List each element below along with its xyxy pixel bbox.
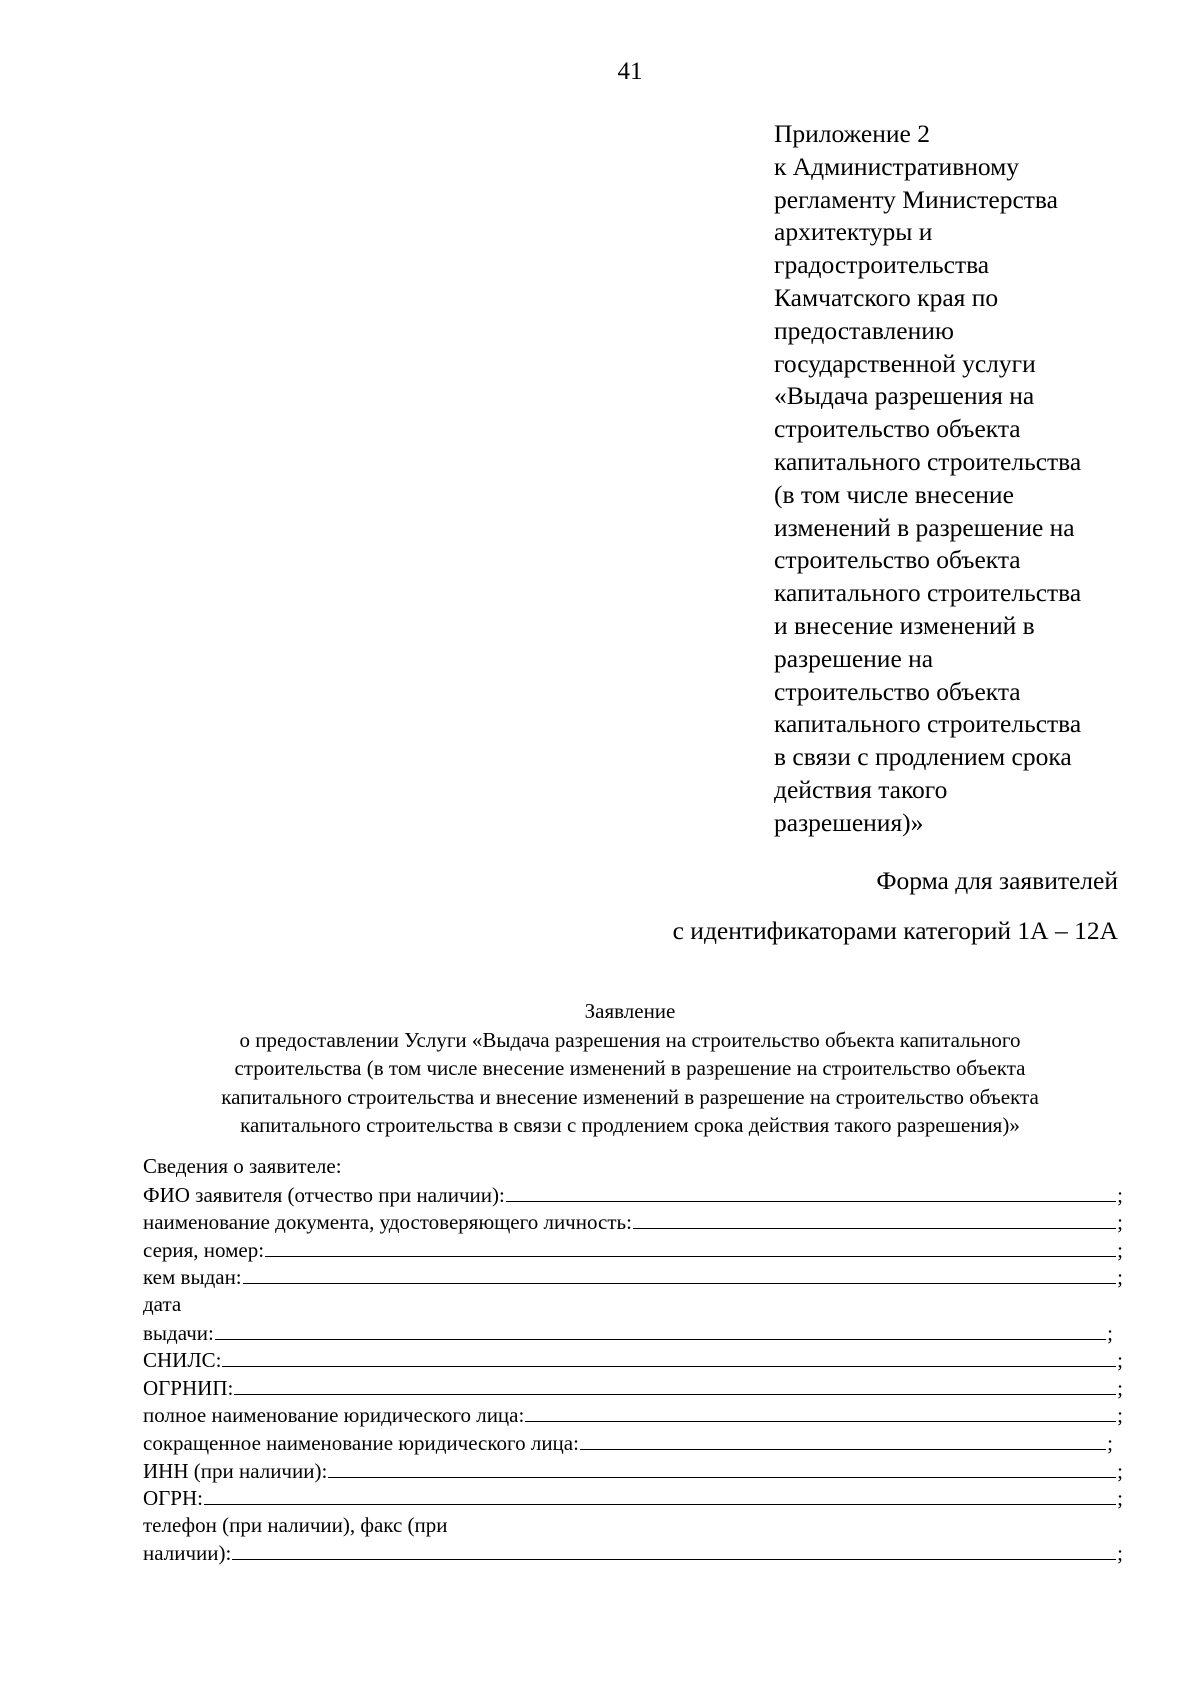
short-name-row bbox=[143, 1429, 1123, 1457]
applicant-heading: Сведения о заявителе: bbox=[143, 1154, 342, 1178]
appendix-line: действия такого bbox=[774, 774, 948, 804]
statement-line: строительства (в том числе внесение изменений в разрешение на строительство объекта bbox=[234, 1056, 1026, 1080]
semicolon: ; bbox=[1117, 1237, 1123, 1262]
ogrn-row bbox=[143, 1484, 1123, 1512]
statement-line: капитального строительства в связи с продлением срока действия такого разрешения)» bbox=[240, 1113, 1020, 1137]
issue-date-field[interactable] bbox=[215, 1319, 1106, 1340]
appendix-line: строительство объекта bbox=[774, 414, 1021, 444]
inn-field[interactable] bbox=[328, 1457, 1116, 1478]
appendix-line: Приложение 2 bbox=[774, 119, 930, 148]
appendix-header bbox=[774, 118, 1154, 840]
snils-field[interactable] bbox=[222, 1346, 1116, 1367]
appendix-line: градостроительства bbox=[774, 250, 990, 280]
snils-row bbox=[143, 1346, 1123, 1374]
appendix-line: изменений в разрешение на bbox=[774, 512, 1075, 542]
doc-name-field[interactable] bbox=[633, 1208, 1116, 1229]
issued-by-field[interactable] bbox=[243, 1263, 1117, 1284]
ogrnip-field[interactable] bbox=[234, 1374, 1116, 1395]
appendix-line: государственной услуги bbox=[774, 348, 1036, 378]
applicant-fields bbox=[143, 1153, 1123, 1567]
semicolon: ; bbox=[1117, 1458, 1123, 1483]
inn-label: ИНН (при наличии): bbox=[143, 1458, 328, 1483]
ogrn-field[interactable] bbox=[204, 1484, 1116, 1505]
semicolon: ; bbox=[1117, 1403, 1123, 1428]
form-for-label: Форма для заявителей bbox=[876, 866, 1118, 895]
appendix-line: строительство объекта bbox=[774, 676, 1021, 706]
appendix-line: в связи с продлением срока bbox=[774, 742, 1072, 772]
full-name-field[interactable] bbox=[525, 1401, 1116, 1422]
issued-by-row bbox=[143, 1263, 1123, 1291]
doc-name-label: наименование документа, удостоверяющего личность: bbox=[143, 1210, 632, 1235]
appendix-line: и внесение изменений в bbox=[774, 610, 1035, 640]
inn-row bbox=[143, 1457, 1123, 1485]
doc-name-row bbox=[143, 1208, 1123, 1236]
issue-date-label-top: дата bbox=[143, 1291, 182, 1316]
appendix-line: регламенту Министерства bbox=[774, 184, 1058, 214]
appendix-line: разрешение на bbox=[774, 643, 934, 673]
series-label: серия, номер: bbox=[143, 1237, 265, 1262]
semicolon: ; bbox=[1117, 1210, 1123, 1235]
phone-field[interactable] bbox=[232, 1539, 1116, 1560]
issue-date-label: выдачи: bbox=[143, 1320, 214, 1345]
appendix-line: архитектуры и bbox=[774, 217, 933, 247]
ogrn-label: ОГРН: bbox=[143, 1486, 203, 1511]
series-field[interactable] bbox=[265, 1236, 1116, 1257]
page-number: 41 bbox=[617, 58, 643, 85]
appendix-line: строительство объекта bbox=[774, 545, 1021, 575]
statement-title: Заявление bbox=[584, 999, 676, 1023]
semicolon: ; bbox=[1117, 1375, 1123, 1400]
semicolon: ; bbox=[1117, 1265, 1123, 1290]
ogrnip-label: ОГРНИП: bbox=[143, 1375, 234, 1400]
full-name-label: полное наименование юридического лица: bbox=[143, 1403, 525, 1428]
statement-line: капитального строительства и внесение изменений в разрешение на строительство объекта bbox=[221, 1084, 1039, 1109]
snils-label: СНИЛС: bbox=[143, 1348, 222, 1373]
semicolon: ; bbox=[1117, 1348, 1123, 1373]
form-categories-label: с идентификаторами категорий 1А – 12А bbox=[672, 916, 1118, 945]
short-name-label: сокращенное наименование юридического лица: bbox=[143, 1430, 579, 1455]
appendix-line: к Административному bbox=[774, 151, 1020, 181]
appendix-line: Камчатского края по bbox=[774, 282, 999, 312]
appendix-line: (в том числе внесение bbox=[774, 479, 1014, 509]
appendix-line: предоставлению bbox=[774, 315, 954, 345]
phone-row bbox=[143, 1539, 1123, 1567]
appendix-line: капитального строительства bbox=[774, 709, 1082, 739]
statement-block bbox=[60, 997, 1200, 1140]
semicolon: ; bbox=[1117, 1182, 1123, 1207]
appendix-line: капитального строительства bbox=[774, 578, 1082, 608]
fio-row bbox=[143, 1181, 1123, 1209]
appendix-line: капитального строительства bbox=[774, 446, 1082, 476]
phone-label-top: телефон (при наличии), факс (при bbox=[143, 1512, 448, 1537]
statement-line: о предоставлении Услуги «Выдача разрешения на строительство объекта капитального bbox=[239, 1027, 1021, 1052]
issue-date-row bbox=[143, 1319, 1123, 1347]
semicolon: ; bbox=[1107, 1320, 1113, 1345]
phone-label: наличии): bbox=[143, 1541, 232, 1566]
fio-field[interactable] bbox=[506, 1181, 1116, 1202]
semicolon: ; bbox=[1117, 1486, 1123, 1511]
semicolon: ; bbox=[1117, 1541, 1123, 1566]
appendix-line: «Выдача разрешения на bbox=[774, 381, 1035, 411]
short-name-field[interactable] bbox=[580, 1429, 1106, 1450]
semicolon: ; bbox=[1107, 1430, 1113, 1455]
ogrnip-row bbox=[143, 1374, 1123, 1402]
appendix-line: разрешения)» bbox=[774, 807, 924, 837]
fio-label: ФИО заявителя (отчество при наличии): bbox=[143, 1182, 505, 1207]
issued-by-label: кем выдан: bbox=[143, 1265, 242, 1290]
full-name-row bbox=[143, 1401, 1123, 1429]
series-row bbox=[143, 1236, 1123, 1264]
